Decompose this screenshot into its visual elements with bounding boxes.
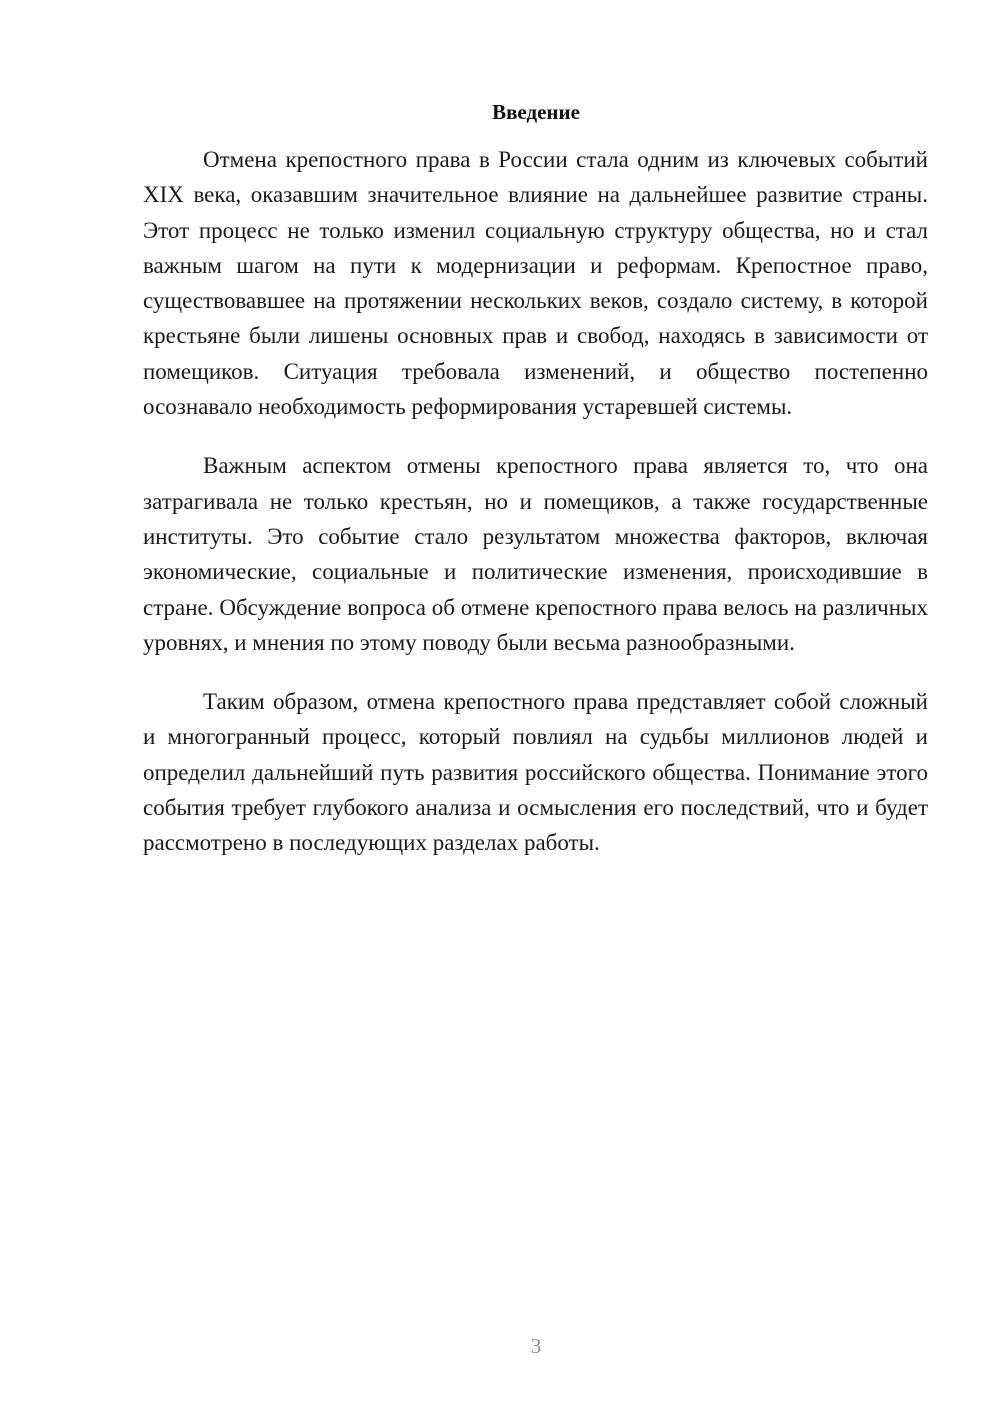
page-number: 3 (530, 1334, 542, 1358)
body-text (143, 142, 928, 885)
paragraph-2: Важным аспектом отмены крепостного права является то, что она затрагивала не только крестьян, но и помещиков, а также государственные институты. Это событие стало результатом множества факторов, включая экономические, социальные и политические изменения, происходившие в стране. Обсуждение вопроса об отмене крепостного права велось на различных уровнях, и мнения по этому поводу были весьма разнообразными. (143, 453, 928, 655)
paragraph-3: Таким образом, отмена крепостного права представляет собой сложный и многогранный процесс, который повлиял на судьбы миллионов людей и определил дальнейший путь развития российского общества. Понимание этого события требует глубокого анализа и осмысления его последствий, что и будет рассмотрено в последующих разделах работы. (143, 689, 928, 856)
section-heading: Введение (492, 100, 580, 124)
paragraph-1: Отмена крепостного права в России стала одним из ключевых событий XIX века, оказавшим значительное влияние на дальнейшее развитие страны. Этот процесс не только изменил социальную структуру общества, но и стал важным шагом на пути к модернизации и реформам. Крепостное право, существовавшее на протяжении нескольких веков, создало систему, в которой крестьяне были лишены основных прав и свобод, находясь в зависимости от помещиков. Ситуация требовала изменений, и общество постепенно осознавало необходимость реформирования устаревшей системы. (143, 147, 928, 420)
